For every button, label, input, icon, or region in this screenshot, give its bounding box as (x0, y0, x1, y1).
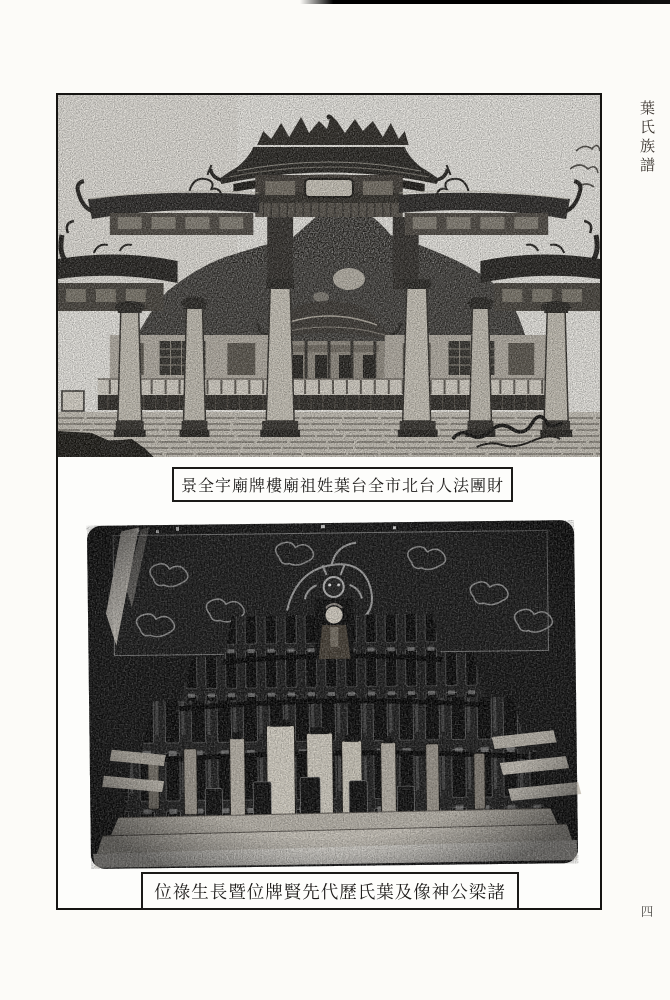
caption-ancestral-tablets (141, 872, 519, 910)
photo-temple-gate (58, 95, 600, 457)
ancestral-tablets-illustration (83, 515, 583, 872)
plate-frame (56, 93, 602, 910)
scan-artifact-streak (300, 0, 670, 4)
caption-temple-gate (172, 467, 513, 502)
photo-ancestral-tablets (83, 515, 583, 872)
temple-gate-illustration (58, 95, 600, 457)
caption-temple-gate-text: 景全宇廟牌樓廟祖姓葉台全市北台人法團財 (180, 478, 504, 495)
book-side-title: 葉氏族譜 (638, 100, 654, 176)
page-number: 四 (640, 905, 654, 919)
caption-ancestral-tablets-text: 位祿生長暨位牌賢先代歷氏葉及像神公梁諸 (154, 881, 506, 902)
